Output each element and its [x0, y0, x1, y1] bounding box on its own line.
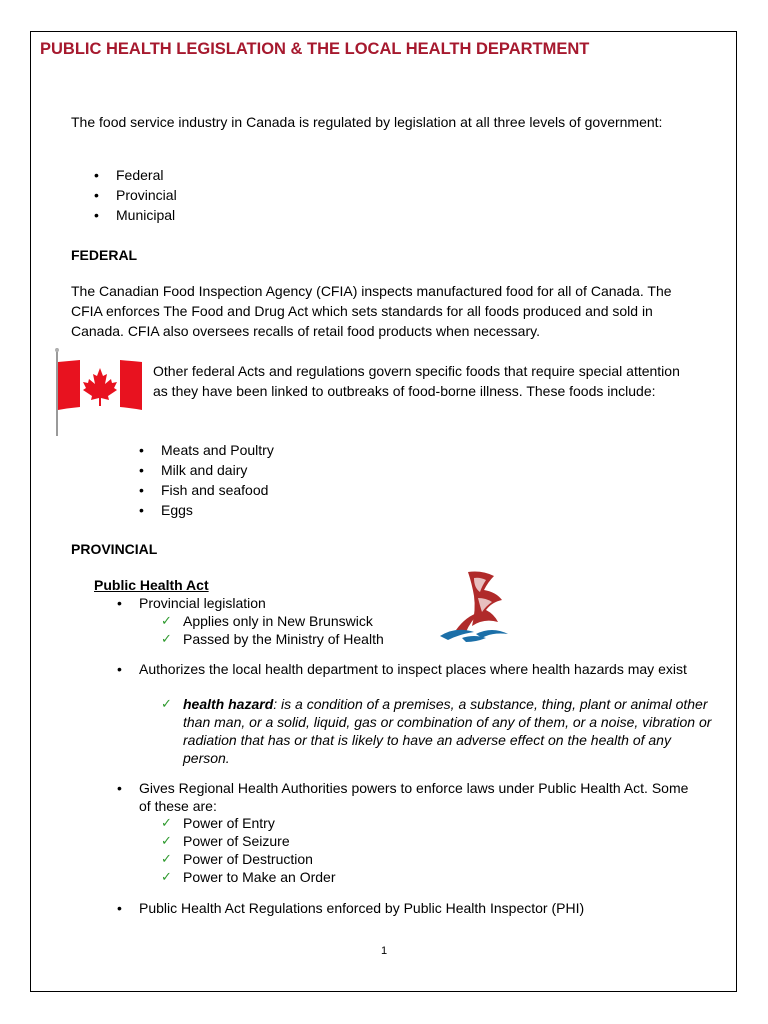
health-hazard-definition [161, 695, 713, 767]
provincial-list-4 [116, 899, 701, 917]
check-icon: ✓ [161, 815, 172, 830]
list-item: • Gives Regional Health Authorities powers to enforce laws under Public Health Act. Some of these are: [116, 779, 701, 815]
canada-flag-icon [52, 348, 146, 436]
check-icon: ✓ [161, 833, 172, 848]
list-item: ✓ Power of Seizure [161, 833, 290, 849]
levels-list [92, 165, 177, 225]
foods-list [137, 440, 274, 520]
federal-foods-paragraph: Other federal Acts and regulations govern specific foods that require special attention as they have been linked to outbreaks of food-borne illness. These foods include: [153, 363, 680, 399]
intro-paragraph: The food service industry in Canada is regulated by legislation at all three levels of government: [71, 114, 663, 130]
list-item: • Public Health Act Regulations enforced by Public Health Inspector (PHI) [116, 899, 701, 917]
provincial-list-2 [116, 660, 701, 678]
list-item: • Eggs [137, 500, 274, 520]
page-title: PUBLIC HEALTH LEGISLATION & THE LOCAL HEALTH DEPARTMENT [40, 40, 590, 58]
list-item: • Meats and Poultry [137, 440, 274, 460]
hazard-definition-text: : is a condition of a premises, a substance, thing, plant or animal other than man, or a solid, liquid, gas or combination of any of them, or a noise, vibration or radiation that has or that is likely to have an adverse effect on the health of any person. [183, 696, 712, 766]
check-icon: ✓ [161, 869, 172, 884]
list-item: ✓ Power of Entry [161, 815, 275, 831]
check-icon: ✓ [161, 696, 172, 711]
list-item: ✓ Passed by the Ministry of Health [161, 631, 384, 647]
check-icon: ✓ [161, 613, 172, 628]
list-item: • Provincial [92, 185, 177, 205]
federal-heading: FEDERAL [71, 247, 138, 263]
provincial-list-3 [116, 779, 701, 815]
provincial-sub-list-1 [161, 612, 384, 648]
hazard-term: health hazard [183, 696, 274, 712]
provincial-heading: PROVINCIAL [71, 541, 158, 557]
federal-paragraph: The Canadian Food Inspection Agency (CFIA) inspects manufactured food for all of Canada. The CFIA enforces The Food and Drug Act which sets standards for all foods produced and sold in Canada. CFIA also oversees recalls of retail food products when necessary. [71, 283, 672, 339]
list-item: • Provincial legislation [116, 594, 266, 612]
check-icon: ✓ [161, 631, 172, 646]
list-item: • Municipal [92, 205, 177, 225]
page-number: 1 [381, 945, 388, 957]
ship-logo-icon [436, 566, 512, 644]
list-item: ✓ Applies only in New Brunswick [161, 613, 373, 629]
powers-list [161, 814, 336, 886]
list-item: ✓ Power of Destruction [161, 851, 313, 867]
list-item: • Federal [92, 165, 177, 185]
public-health-act-heading: Public Health Act [94, 577, 209, 593]
list-item: ✓ Power to Make an Order [161, 869, 336, 885]
list-item: • Authorizes the local health department to inspect places where health hazards may exist [116, 660, 701, 678]
provincial-list-1 [116, 594, 266, 612]
list-item: • Fish and seafood [137, 480, 274, 500]
list-item: • Milk and dairy [137, 460, 274, 480]
check-icon: ✓ [161, 851, 172, 866]
